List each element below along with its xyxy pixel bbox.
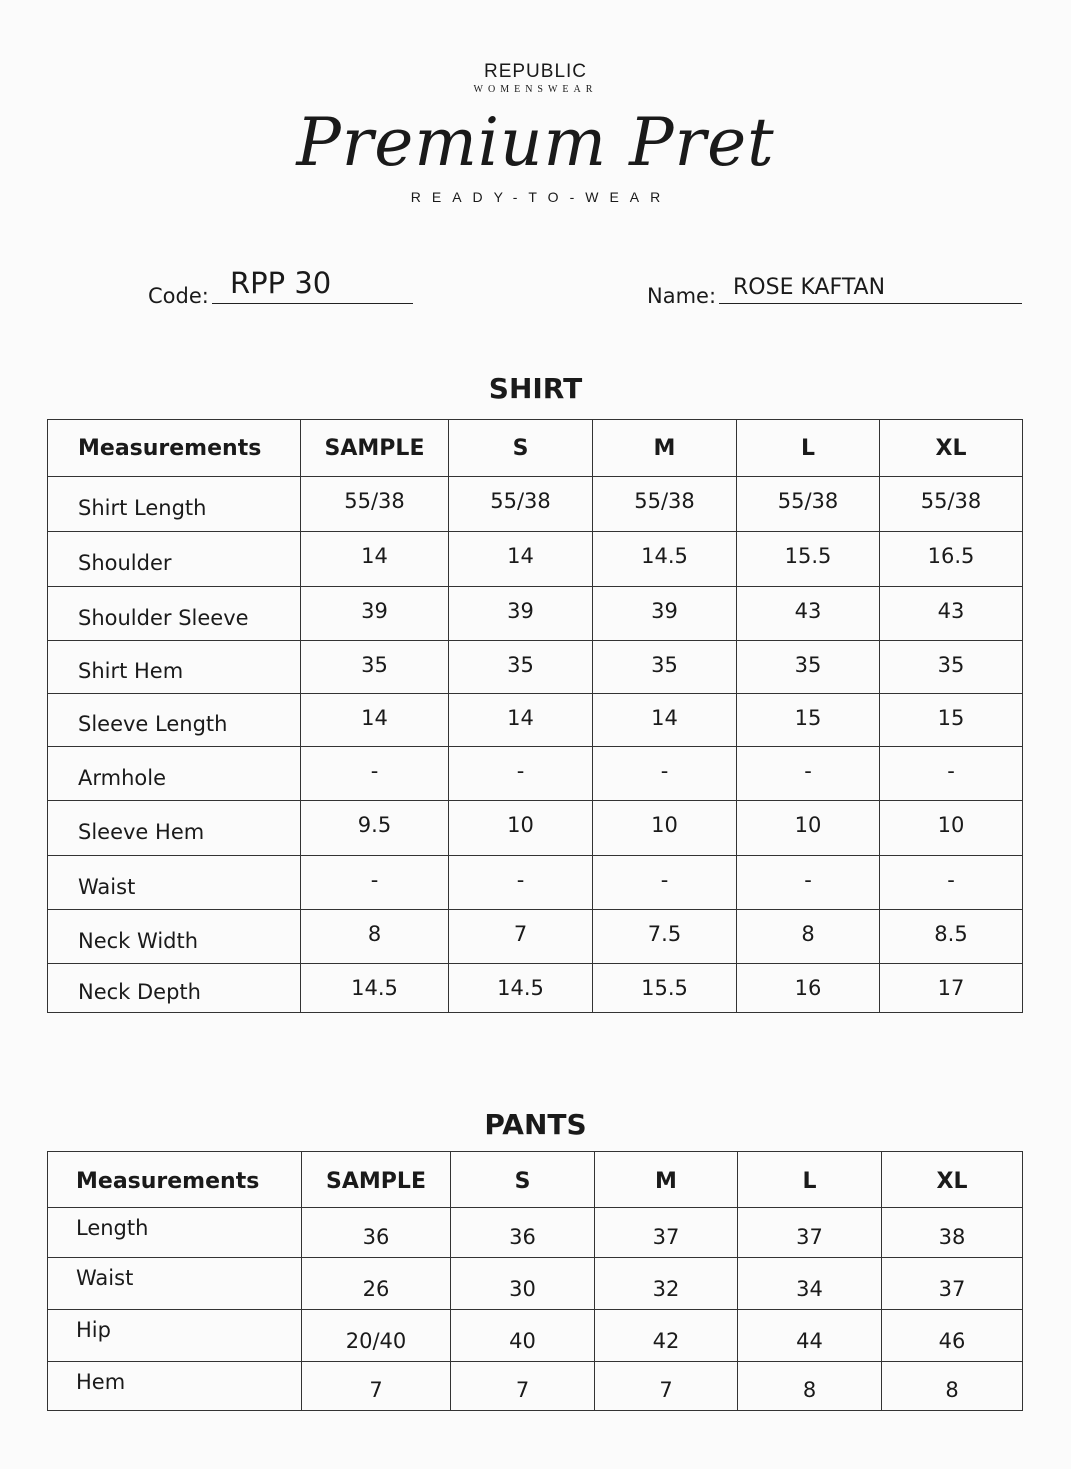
name-field xyxy=(647,262,1027,308)
row-label: Length xyxy=(48,1208,302,1258)
cell-value: 14.5 xyxy=(449,964,593,1013)
table-row xyxy=(48,856,1023,910)
shirt-header-l: L xyxy=(737,420,880,477)
cell-value: 16.5 xyxy=(880,532,1023,587)
shirt-header-xl: XL xyxy=(880,420,1023,477)
row-label: Hem xyxy=(48,1362,302,1411)
cell-value: 39 xyxy=(593,587,737,641)
row-label: Sleeve Length xyxy=(48,694,301,747)
cell-value: 36 xyxy=(302,1208,451,1258)
cell-value: 43 xyxy=(880,587,1023,641)
cell-value: 10 xyxy=(737,801,880,856)
cell-value: 37 xyxy=(595,1208,738,1258)
cell-value: 32 xyxy=(595,1258,738,1310)
cell-value: 38 xyxy=(882,1208,1023,1258)
cell-value: 55/38 xyxy=(737,477,880,532)
cell-value: 40 xyxy=(451,1310,595,1362)
cell-value: 17 xyxy=(880,964,1023,1013)
brand-subtitle: WOMENSWEAR xyxy=(473,84,598,95)
cell-value: 15 xyxy=(880,694,1023,747)
cell-value: 14.5 xyxy=(301,964,449,1013)
cell-value: 14 xyxy=(449,532,593,587)
cell-value: 35 xyxy=(880,641,1023,694)
cell-value: 7.5 xyxy=(593,910,737,964)
row-label: Hip xyxy=(48,1310,302,1362)
cell-value: 10 xyxy=(449,801,593,856)
cell-value: - xyxy=(449,856,593,910)
table-row xyxy=(48,532,1023,587)
cell-value: 14 xyxy=(301,694,449,747)
cell-value: 55/38 xyxy=(449,477,593,532)
cell-value: 7 xyxy=(451,1362,595,1411)
cell-value: 30 xyxy=(451,1258,595,1310)
pants-table xyxy=(47,1151,1023,1411)
row-label: Neck Width xyxy=(48,910,301,964)
shirt-header-m: M xyxy=(593,420,737,477)
row-label: Shoulder xyxy=(48,532,301,587)
code-field xyxy=(148,262,418,308)
cell-value: 43 xyxy=(737,587,880,641)
table-row xyxy=(48,641,1023,694)
pants-header-sample: SAMPLE xyxy=(302,1152,451,1208)
table-row xyxy=(48,964,1023,1013)
cell-value: 16 xyxy=(737,964,880,1013)
cell-value: 8 xyxy=(738,1362,882,1411)
cell-value: 35 xyxy=(593,641,737,694)
name-label: Name: xyxy=(647,284,717,308)
cell-value: 37 xyxy=(882,1258,1023,1310)
cell-value: 20/40 xyxy=(302,1310,451,1362)
code-label: Code: xyxy=(148,284,209,308)
cell-value: 55/38 xyxy=(880,477,1023,532)
table-row xyxy=(48,587,1023,641)
row-label: Sleeve Hem xyxy=(48,801,301,856)
pants-title: PANTS xyxy=(484,1108,587,1141)
table-row xyxy=(48,477,1023,532)
cell-value: 7 xyxy=(595,1362,738,1411)
table-row xyxy=(48,694,1023,747)
table-row xyxy=(48,1362,1023,1411)
cell-value: 8 xyxy=(301,910,449,964)
cell-value: 15.5 xyxy=(737,532,880,587)
cell-value: 9.5 xyxy=(301,801,449,856)
shirt-header-measurements: Measurements xyxy=(48,420,301,477)
cell-value: - xyxy=(449,747,593,801)
pants-header-xl: XL xyxy=(882,1152,1023,1208)
shirt-header-s: S xyxy=(449,420,593,477)
pants-header-s: S xyxy=(451,1152,595,1208)
cell-value: 8 xyxy=(882,1362,1023,1411)
cell-value: 35 xyxy=(449,641,593,694)
cell-value: 10 xyxy=(593,801,737,856)
cell-value: 37 xyxy=(738,1208,882,1258)
cell-value: 42 xyxy=(595,1310,738,1362)
code-underline xyxy=(212,303,413,304)
row-label: Waist xyxy=(48,856,301,910)
code-value: RPP 30 xyxy=(230,266,332,300)
cell-value: 44 xyxy=(738,1310,882,1362)
row-label: Armhole xyxy=(48,747,301,801)
shirt-header-sample: SAMPLE xyxy=(301,420,449,477)
brand-tagline: READY-TO-WEAR xyxy=(410,189,672,205)
cell-value: 26 xyxy=(302,1258,451,1310)
cell-value: 14 xyxy=(301,532,449,587)
cell-value: 35 xyxy=(737,641,880,694)
row-label: Waist xyxy=(48,1258,302,1310)
cell-value: - xyxy=(593,747,737,801)
cell-value: - xyxy=(301,856,449,910)
brand-logo xyxy=(0,60,1071,206)
cell-value: 7 xyxy=(449,910,593,964)
shirt-table xyxy=(47,419,1023,1013)
table-row xyxy=(48,1208,1023,1258)
cell-value: - xyxy=(880,856,1023,910)
cell-value: 14 xyxy=(449,694,593,747)
cell-value: - xyxy=(593,856,737,910)
shirt-title: SHIRT xyxy=(488,372,583,405)
cell-value: 14.5 xyxy=(593,532,737,587)
cell-value: 39 xyxy=(449,587,593,641)
name-value: ROSE KAFTAN xyxy=(733,275,886,300)
pants-header-m: M xyxy=(595,1152,738,1208)
table-row xyxy=(48,1310,1023,1362)
pants-header-l: L xyxy=(738,1152,882,1208)
row-label: Neck Depth xyxy=(48,964,301,1013)
cell-value: 39 xyxy=(301,587,449,641)
pants-header-row xyxy=(48,1152,1023,1208)
cell-value: 10 xyxy=(880,801,1023,856)
cell-value: - xyxy=(880,747,1023,801)
cell-value: 46 xyxy=(882,1310,1023,1362)
row-label: Shirt Hem xyxy=(48,641,301,694)
table-row xyxy=(48,801,1023,856)
table-row xyxy=(48,1258,1023,1310)
cell-value: 55/38 xyxy=(301,477,449,532)
cell-value: 15.5 xyxy=(593,964,737,1013)
brand-script-title: Premium Pret xyxy=(296,104,775,181)
cell-value: 34 xyxy=(738,1258,882,1310)
row-label: Shirt Length xyxy=(48,477,301,532)
cell-value: - xyxy=(301,747,449,801)
row-label: Shoulder Sleeve xyxy=(48,587,301,641)
cell-value: 15 xyxy=(737,694,880,747)
cell-value: - xyxy=(737,856,880,910)
table-row xyxy=(48,747,1023,801)
cell-value: 14 xyxy=(593,694,737,747)
name-underline xyxy=(719,303,1022,304)
cell-value: 8.5 xyxy=(880,910,1023,964)
table-row xyxy=(48,910,1023,964)
pants-header-measurements: Measurements xyxy=(48,1152,302,1208)
cell-value: 36 xyxy=(451,1208,595,1258)
cell-value: 35 xyxy=(301,641,449,694)
brand-name: REPUBLIC xyxy=(483,61,588,82)
shirt-header-row xyxy=(48,420,1023,477)
cell-value: - xyxy=(737,747,880,801)
cell-value: 55/38 xyxy=(593,477,737,532)
cell-value: 8 xyxy=(737,910,880,964)
cell-value: 7 xyxy=(302,1362,451,1411)
